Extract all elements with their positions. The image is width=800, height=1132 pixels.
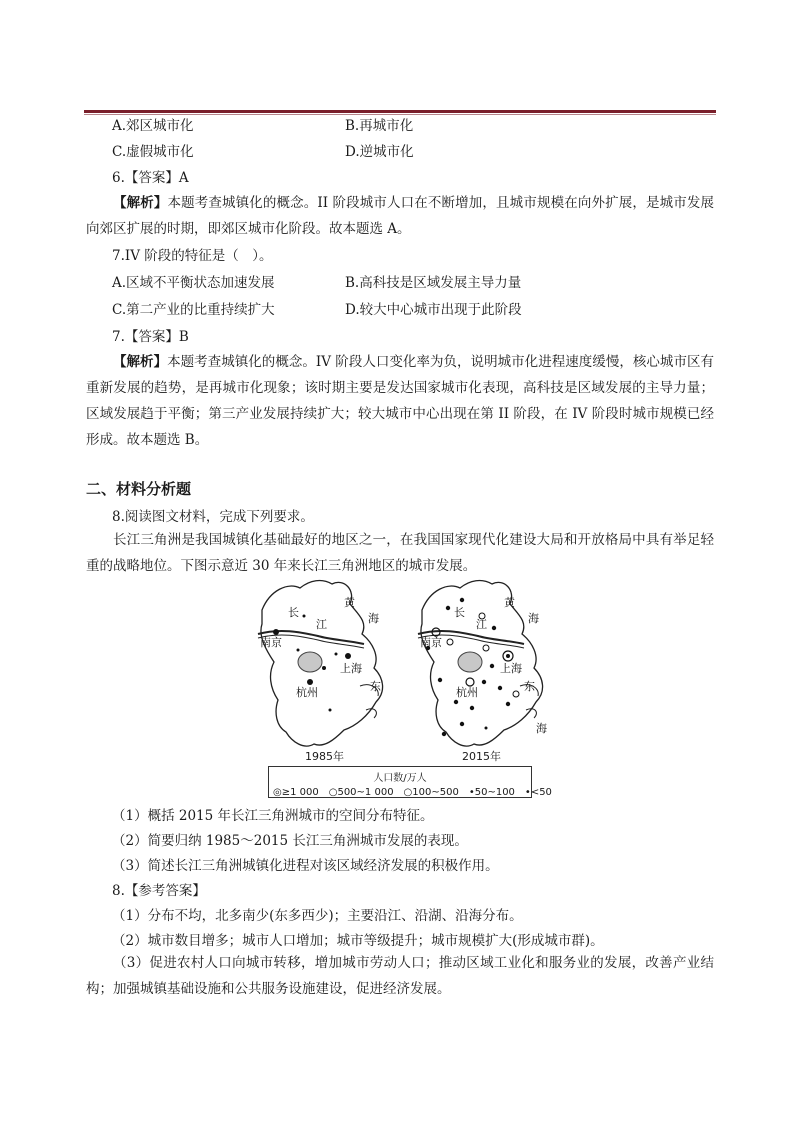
map-1985-shanghai [345,653,351,659]
map-year-left: 1985年 [305,750,344,763]
q7-stem: 7.IV 阶段的特征是（ ）。 [112,248,273,264]
map-1985-city [329,709,332,712]
map-label-jiang: 江 [476,618,487,631]
map-2015-city [485,727,488,730]
map-2015-city [506,702,510,706]
map-label-dong: 东 [524,680,535,693]
header-rule-thin [84,114,716,115]
map-2015-taihu [458,652,482,672]
q8-sub-1: （1）概括 2015 年长江三角洲城市的空间分布特征。 [112,808,434,824]
analysis-tag: 【解析】 [113,195,168,211]
analysis-text: 本题考查城镇化的概念。IV 阶段人口变化率为负，说明城市化进程速度缓慢，核心城市区有重新发展的趋势，是再城市化现象；该时期主要是发达国家城市化表现，高科技是区域发展的主导力量；区域发展趋于平衡；第三产业发展持续扩大；较大城市中心出现在第 II 阶段，在 IV 阶段时城市规模已经形成。故本题选 B。 [86,354,715,448]
analysis-tag: 【解析】 [113,354,168,370]
map-1985-taihu [298,652,322,672]
q5-option-c: C.虚假城市化 [112,144,194,160]
answer-8-part-1: （1）分布不均，北多南少(东多西少)；主要沿江、沿湖、沿海分布。 [112,908,523,924]
map-label-shanghai: 上海 [340,662,362,675]
map-2015 [418,581,547,747]
legend-title: 人口数/万人 [373,773,427,784]
q8-sub-3: （3）简述长江三角洲城镇化进程对该区域经济发展的积极作用。 [112,858,499,874]
map-label-chang: 长 [454,606,465,619]
map-2015-city [498,686,502,690]
q8-sub-2: （2）简要归纳 1985～2015 长江三角洲城市发展的表现。 [112,833,468,849]
map-2015-city [442,732,446,736]
answer-7-analysis [86,349,714,453]
map-label-nanjing: 南京 [260,636,282,649]
map-2015-city [460,722,464,726]
map-1985-city [322,666,326,670]
map-label-hangzhou: 杭州 [296,686,318,699]
q8-stem: 8.阅读图文材料，完成下列要求。 [112,509,314,525]
map-label-jiang: 江 [316,618,327,631]
map-2015-city [438,678,442,682]
map-label-huang: 黄 [344,596,355,609]
q7-option-c: C.第二产业的比重持续扩大 [112,302,275,318]
map-2015-city [492,626,496,630]
header-rule [84,110,716,113]
map-label-nanjing: 南京 [420,636,442,649]
answer-8-part-3: （3）促进农村人口向城市转移，增加城市劳动人口；推动区域工业化和服务业的发展，改善产业结构；加强城镇基础设施和公共服务设施建设，促进经济发展。 [86,955,714,997]
map-2015-city [490,664,494,668]
q8-material: 长江三角洲是我国城镇化基础最好的地区之一，在我国国家现代化建设大局和开放格局中具有举足轻重的战略地位。下图示意近 30 年来长江三角洲地区的城市发展。 [86,532,714,574]
map-label-dong: 东 [370,680,381,693]
answer-6-label: 6.【答案】A [112,170,189,186]
answer-8-part-2: （2）城市数目增多；城市人口增加；城市等级提升；城市规模扩大(形成城市群)。 [112,933,604,949]
answer-6-analysis [86,190,714,242]
answer-7-label: 7.【答案】B [112,329,189,345]
q5-option-d: D.逆城市化 [345,144,414,160]
q5-option-b: B.再城市化 [345,118,414,134]
q7-option-d: D.较大中心城市出现于此阶段 [345,302,522,318]
section-2-title: 二、材料分析题 [86,480,192,498]
analysis-text: 本题考查城镇化的概念。II 阶段城市人口在不断增加，且城市规模在向外扩展，是城市发展向郊区扩展的时期，即郊区城市化阶段。故本题选 A。 [86,195,714,237]
map-1985-hangzhou [307,679,313,685]
map-legend [268,766,552,798]
map-2015-city [446,606,450,610]
map-label-hai: 海 [368,612,379,625]
map-2015-city [460,598,464,602]
map-1985-nanjing [273,629,279,635]
map-1985-city [335,653,338,656]
map-2015-city [482,680,486,684]
map-1985-city [297,649,300,652]
q7-option-b: B.高科技是区域发展主导力量 [345,275,522,291]
map-2015-city [470,706,474,710]
map-label-huang: 黄 [504,596,515,609]
q7-option-a: A.区域不平衡状态加速发展 [112,275,275,291]
q5-option-a: A.郊区城市化 [112,118,194,134]
map-2015-shanghai-inner [506,654,510,658]
map-label-hai: 海 [528,612,539,625]
map-label-shanghai: 上海 [500,662,522,675]
map-year-right: 2015年 [462,750,501,763]
map-1985-city [303,615,306,618]
legend-items: ◎≥1 000 ○500~1 000 ○100~500 •50~100 •<50 [273,787,552,798]
answer-8-label: 8.【参考答案】 [112,883,206,899]
map-label-hai-east: 海 [536,722,547,735]
map-2015-city [454,700,458,704]
map-label-chang: 长 [288,606,299,619]
map-1985 [258,581,383,747]
map-label-hangzhou: 杭州 [456,686,478,699]
